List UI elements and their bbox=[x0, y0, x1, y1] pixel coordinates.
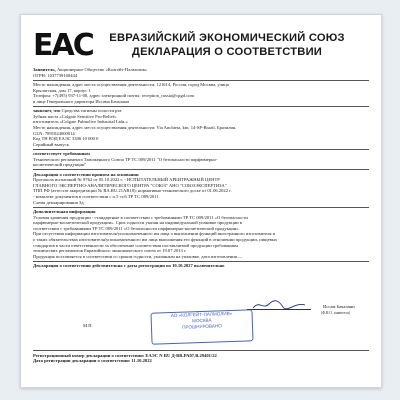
declares-address: Место нахождения, адрес места осуществления деятельности: Via Anchieta, km. 14-SP-Brazil, Бразилия. bbox=[33, 124, 237, 130]
applicant-head: в лице Генерального директора Иссама Бачалани bbox=[33, 98, 130, 104]
extra-line-8: Продукция поставляется в соответствии со сроком годности, указанным на упаковке, дата изготовления — bbox=[33, 253, 243, 259]
declaration-document bbox=[20, 14, 382, 388]
basis-label: Декларация о соответствии принята на основании bbox=[33, 171, 139, 177]
divider bbox=[33, 261, 369, 262]
company-stamp bbox=[150, 309, 253, 345]
declares-value: Средства гигиены полости рта bbox=[61, 108, 122, 114]
divider bbox=[33, 106, 369, 107]
document-body bbox=[33, 67, 369, 269]
title-declaration: ДЕКЛАРАЦИЯ О СООТВЕТСТВИИ bbox=[131, 46, 323, 58]
signatory-name: Иссам Бачалани bbox=[323, 304, 355, 309]
basis-line-1: Протокола испытаний № 9762 от 05.10.2022 г. - ИСПЫТАТЕЛЬНЫЙ АРБИТРАЖНЫЙ ЦЕНТР bbox=[33, 177, 220, 183]
stamp-line-1: АО «КОЛГЕЙТ-ПАЛМОЛИВ» bbox=[170, 310, 233, 319]
conforms-label: соответствует требованиям bbox=[33, 151, 90, 157]
basis-line-3: ТПП РФ (аттестат аккредитации № RA.RU.21AB10); нормативно-технического досье от 01.06.2022 г. bbox=[33, 188, 232, 194]
registration-number: Регистрационный номер декларации о соответствии: ЕАЭС N RU Д-BR.PA07.B.29401/22 bbox=[33, 352, 217, 358]
extra-line-5: о таких обязательствах изготовителя/уполномоченного им лица выполнения его функций в отношении продукции, пищевых bbox=[33, 236, 278, 242]
ogrn-line: ОГРН: 1037739168444 bbox=[33, 72, 78, 78]
stamp-line-2: МОСКВА bbox=[192, 317, 212, 324]
eac-logo: EAC bbox=[33, 28, 93, 63]
basis-line-5: Схема декларирования 3д bbox=[33, 199, 84, 205]
applicant-value: Акционерное Общество «Колгейт-Палмолив» bbox=[56, 67, 148, 72]
declares-manufacturer: изготовитель «Colgate Palmolive Industrial Ltda.» bbox=[33, 119, 128, 125]
extra-line-2: парфюмерно-косметической продукции». Срок годности указан на индивидуальной упаковке продукции в bbox=[33, 220, 242, 226]
basis-line-4: - комплект документов в соответствии с п.5 ст.6 ТР ТС 009/2011 bbox=[33, 194, 159, 199]
applicant-contacts: Телефон: +7(495) 937-11-00, адрес электронной почты: reception_russia@cpgd.com bbox=[33, 93, 195, 99]
extra-label: Дополнительная информация bbox=[33, 208, 96, 214]
extra-line-6: стандартов в части ответственности за обеспечение соответствия поставляемой продукции требованиям bbox=[33, 242, 238, 248]
divider bbox=[33, 169, 369, 170]
divider bbox=[33, 350, 369, 351]
declares-product: Зубная паста «Colgate Sensitive Pro-Relief» bbox=[33, 113, 117, 119]
declares-label: заявляет, что bbox=[33, 108, 61, 114]
registration-date: Дата регистрации декларации о соответствии: 11.10.2022 bbox=[33, 358, 152, 364]
divider bbox=[33, 80, 369, 81]
registration-footer bbox=[33, 349, 369, 364]
conforms-line-1: Технического регламента Таможенного Союза ТР ТС 009/2011 "О безопасности парфюмерно- bbox=[33, 156, 218, 162]
signature-line bbox=[247, 309, 311, 310]
signatory-caption: (Ф.И.О. заявителя) bbox=[321, 311, 350, 315]
seal-place-label: М.П. bbox=[83, 323, 93, 328]
declares-gln: GLN: 7891024000014 bbox=[33, 130, 75, 136]
validity-line: Декларация о соответствии действительна с даты регистрации по 10.10.2027 включительно bbox=[33, 263, 225, 269]
applicant-address-2: Крылатская, дом 17, корпус 1 bbox=[33, 87, 91, 93]
conforms-line-2: косметической продукции" bbox=[33, 162, 87, 168]
signature-area bbox=[33, 301, 369, 345]
extra-line-7: технических регламентов Евразийского экономического союза от 19.07.2013 г. bbox=[33, 248, 187, 254]
document-header bbox=[33, 29, 369, 63]
divider bbox=[33, 149, 369, 150]
extra-line-4: При отсутствии информации изготовителя/уполномоченного им лица о выполнении функций иностранного изготовителя и bbox=[33, 231, 276, 237]
divider bbox=[33, 207, 369, 208]
basis-line-2: ГЛАВНОГО ЭКСПЕРТНО-АНАЛИТИЧЕСКОГО ЦЕНТРА "СОЮЗ" АНО "СОЮЗЭКСПЕРТИЗА" bbox=[33, 182, 227, 188]
document-title bbox=[85, 31, 369, 59]
extra-line-3: соответствии с требованиями ТР ТС 009/2011 «О безопасности парфюмерно-косметической продукции». bbox=[33, 225, 240, 231]
title-union: ЕВРАЗИЙСКИЙ ЭКОНОМИЧЕСКИЙ СОЮЗ bbox=[109, 32, 345, 44]
extra-line-1: Условия хранения продукции - стандартные в соответствии с требованиями ТР ТС 009/2011 «О безопасности bbox=[33, 214, 248, 220]
declares-tn-code: Код ТН ВЭД ЕАЭС 3306 10 000 0 bbox=[33, 136, 99, 142]
stamp-line-3: ПРОШНУРОВАНО bbox=[182, 323, 222, 330]
applicant-address-1: Место нахождения, адрес места осуществления деятельности: 121614, Россия, город Москва, улица bbox=[33, 81, 229, 87]
declares-serial: Серийный выпуск bbox=[33, 141, 69, 147]
applicant-label: Заявитель, bbox=[33, 67, 56, 72]
